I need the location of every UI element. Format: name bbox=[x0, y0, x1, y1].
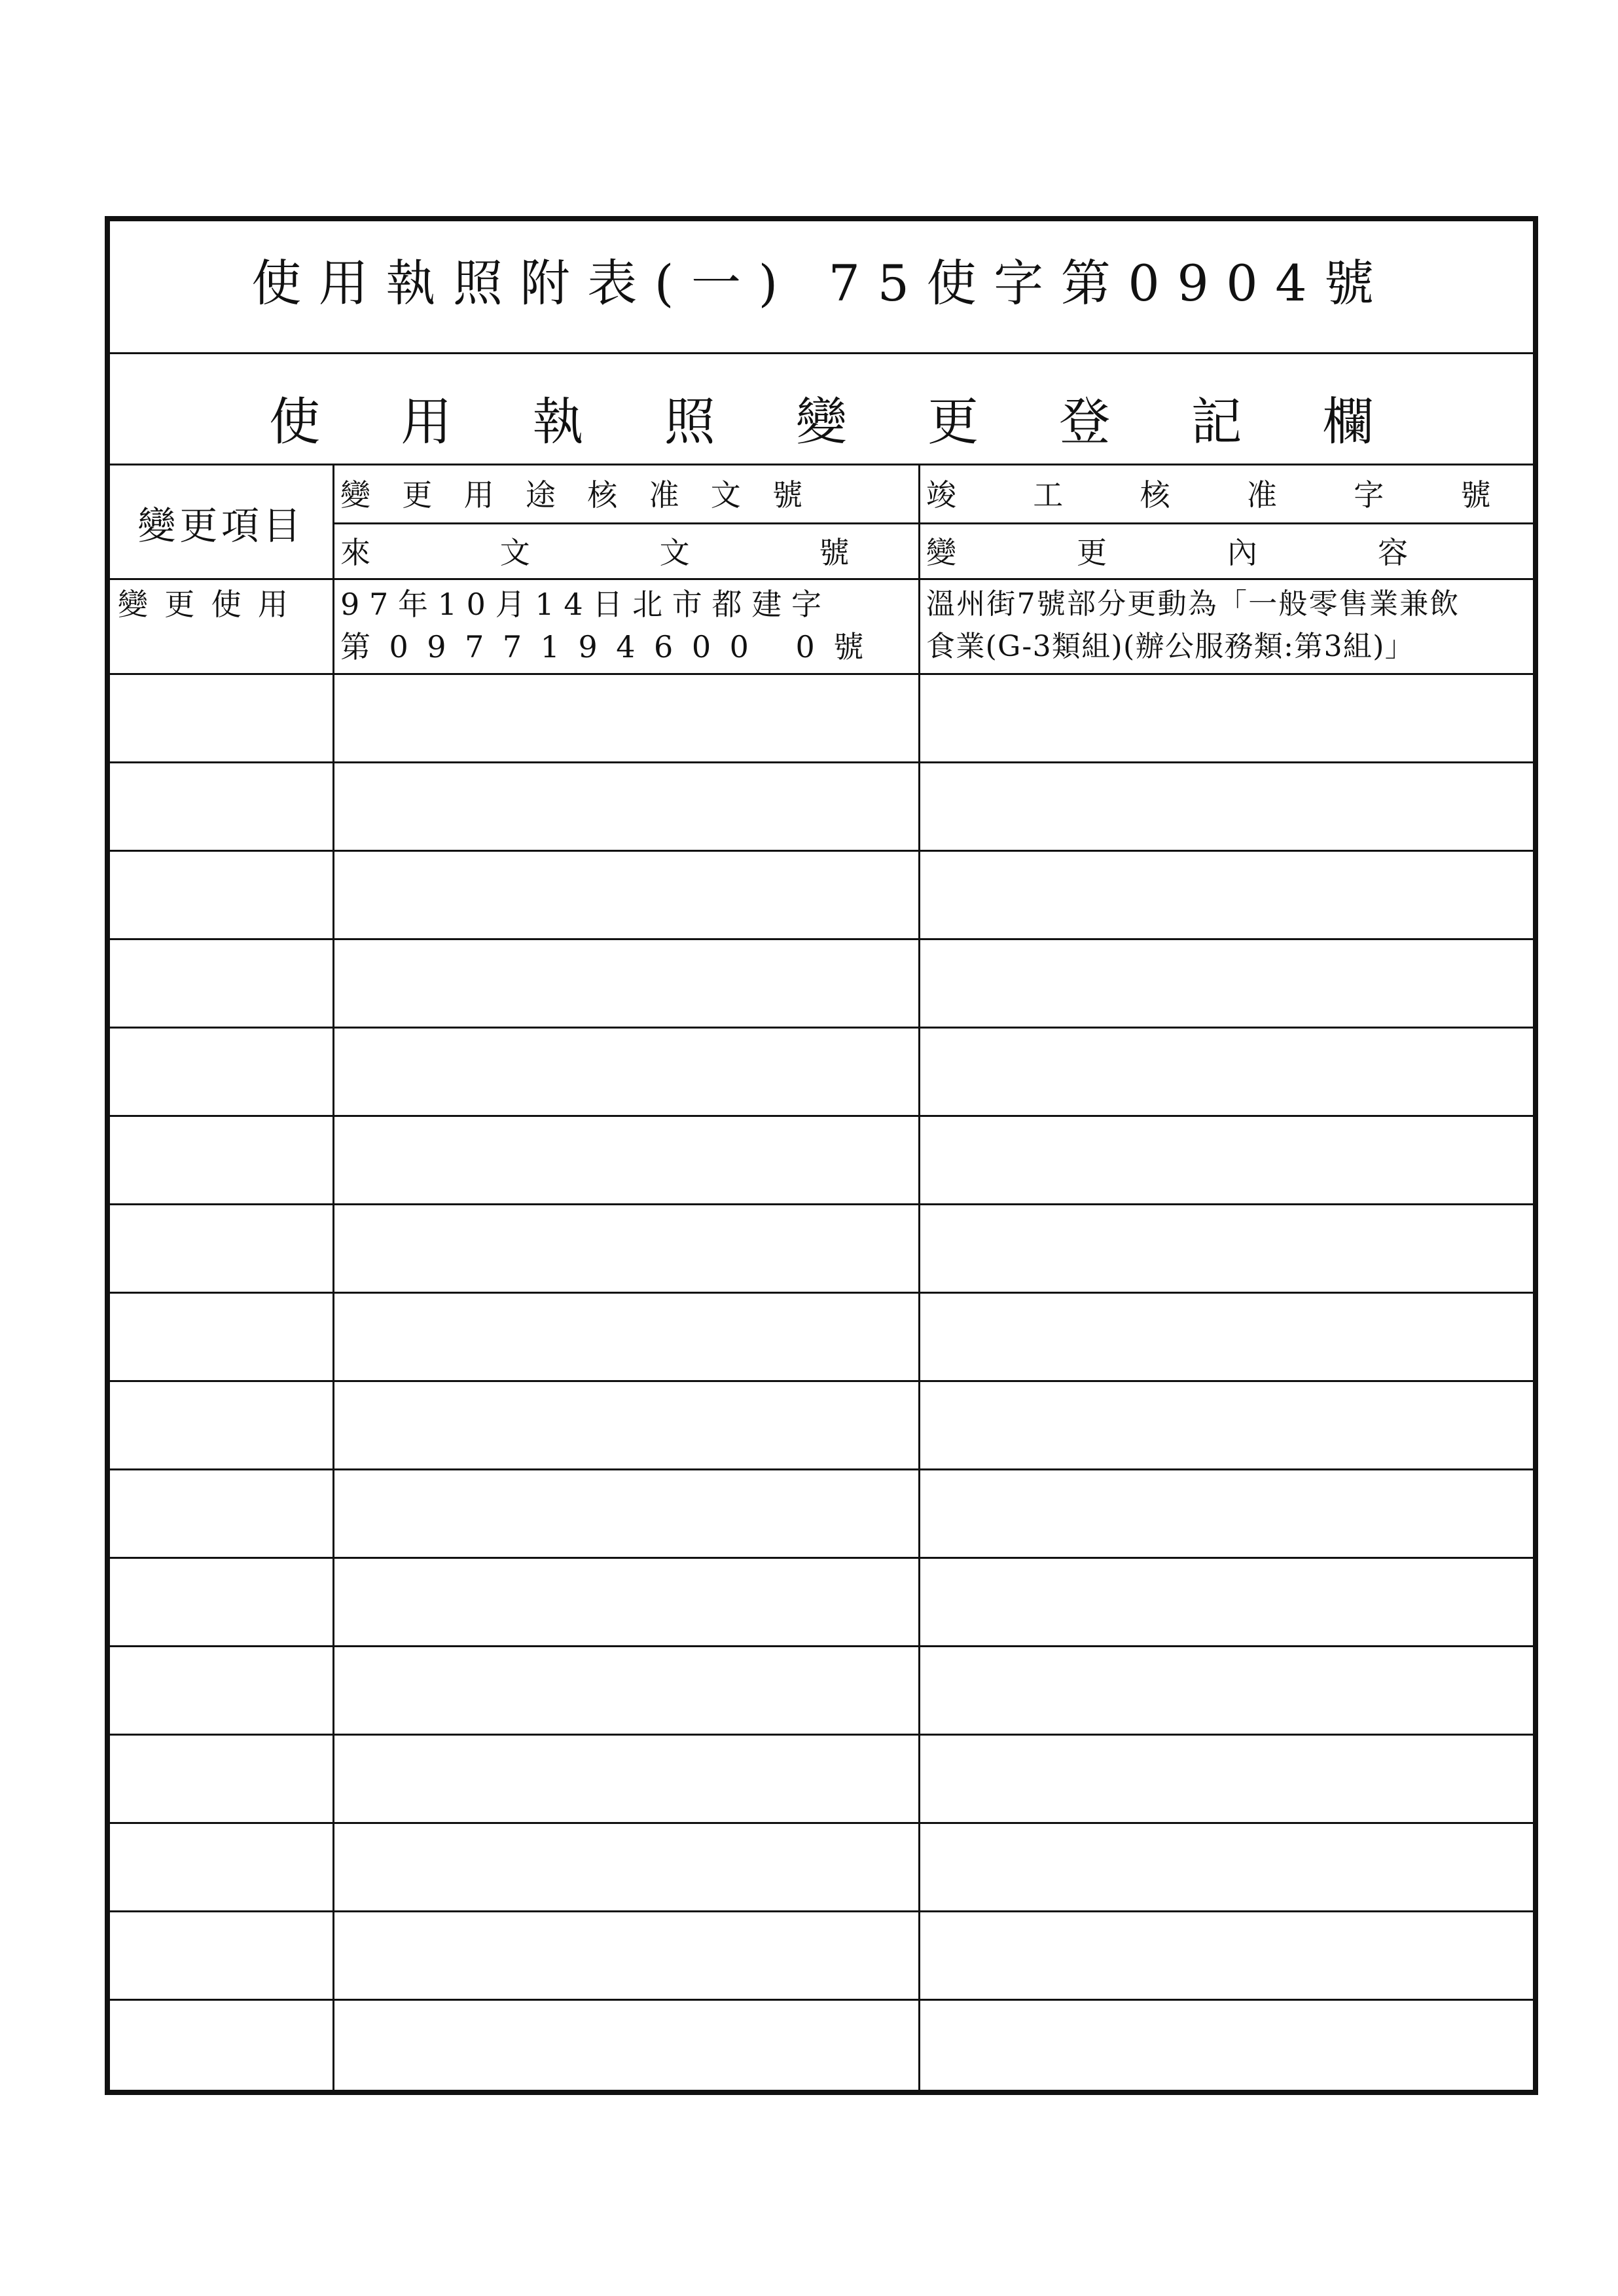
section-title-char: 使 bbox=[269, 393, 321, 452]
header-approval-doc bbox=[340, 467, 913, 519]
rule-row bbox=[110, 1645, 1533, 1647]
header-incoming-doc-text: 來文文號 bbox=[340, 535, 979, 570]
rule-under-header bbox=[110, 578, 1533, 580]
section-title bbox=[110, 378, 1533, 457]
header-completion-no-text: 竣工核准字號 bbox=[926, 477, 1568, 513]
section-title-char: 執 bbox=[532, 393, 584, 452]
rule-row bbox=[110, 761, 1533, 763]
rule-row bbox=[110, 1380, 1533, 1382]
row-approval-doc-line1: 97年10月14日北市都建字 bbox=[340, 587, 831, 622]
rule-row bbox=[110, 938, 1533, 940]
section-title-char: 用 bbox=[401, 393, 452, 452]
rule-under-section bbox=[110, 464, 1533, 465]
rule-row-1 bbox=[110, 673, 1533, 675]
rule-row bbox=[110, 1027, 1533, 1029]
column-divider-2 bbox=[918, 464, 920, 2090]
section-title-char: 變 bbox=[795, 393, 847, 452]
section-title-char: 記 bbox=[1191, 393, 1242, 452]
header-completion-no bbox=[926, 467, 1568, 519]
section-title-char: 更 bbox=[927, 393, 979, 452]
header-approval-doc-text: 變更用途核准文號 bbox=[340, 477, 835, 513]
rule-row bbox=[110, 1822, 1533, 1824]
rule-row bbox=[110, 1115, 1533, 1117]
header-change-item: 變更項目 bbox=[137, 503, 305, 548]
row-approval-doc-line2: 第0977194600 0號 bbox=[340, 629, 882, 665]
rule-row bbox=[110, 850, 1533, 852]
row-change-content-line1: 溫州街7號部分更動為「一般零售業兼飲 bbox=[926, 587, 1460, 621]
header-change-content-text: 變更內容 bbox=[926, 535, 1528, 570]
row-change-item: 變更使用 bbox=[118, 587, 305, 622]
rule-row bbox=[110, 1910, 1533, 1912]
section-title-char: 欄 bbox=[1322, 393, 1374, 452]
row-change-content-line2: 食業(G-3類組)(辦公服務類:第3組)」 bbox=[926, 630, 1415, 663]
section-title-char: 照 bbox=[664, 393, 715, 452]
rule-row bbox=[110, 1203, 1533, 1205]
rule-row bbox=[110, 1734, 1533, 1736]
rule-under-title bbox=[110, 352, 1533, 354]
rule-row bbox=[110, 1999, 1533, 2001]
rule-row bbox=[110, 1557, 1533, 1559]
registration-table bbox=[105, 216, 1568, 2095]
header-incoming-doc bbox=[340, 524, 979, 577]
header-change-content bbox=[926, 524, 1535, 577]
column-divider-1 bbox=[333, 464, 334, 2090]
rule-row bbox=[110, 1468, 1533, 1470]
document-title: 使用執照附表(一) 75使字第0904號 bbox=[251, 254, 1392, 312]
rule-row bbox=[110, 1292, 1533, 1294]
section-title-char: 登 bbox=[1059, 393, 1111, 452]
